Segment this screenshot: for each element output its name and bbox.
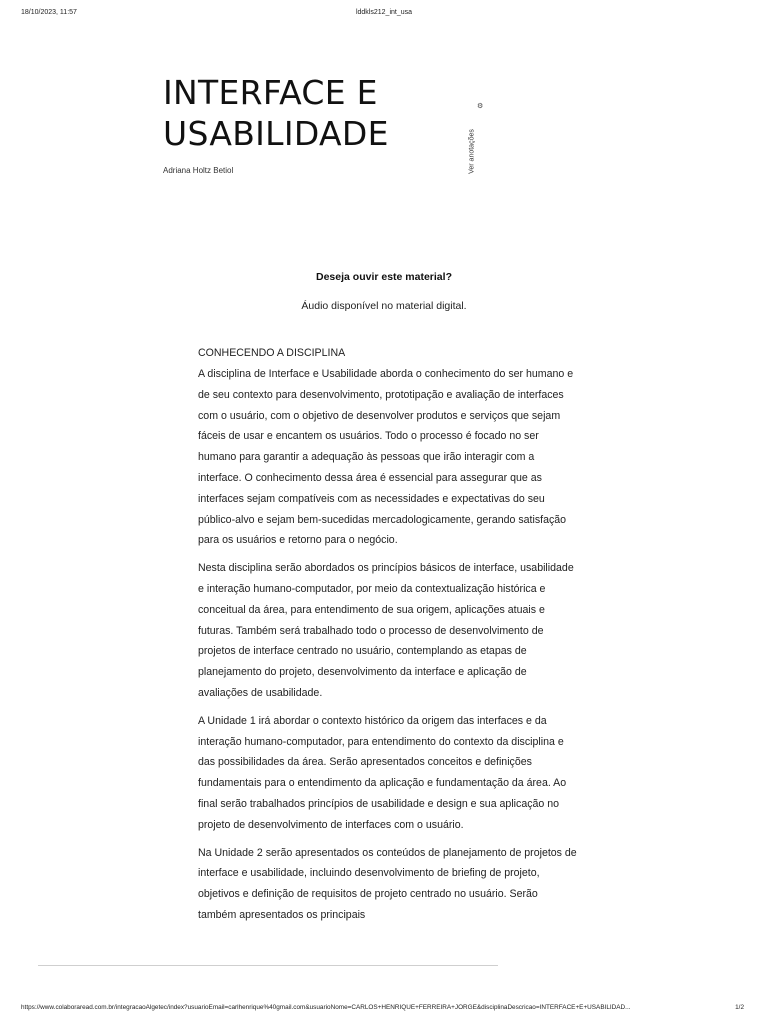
- view-annotations-button[interactable]: [466, 103, 496, 183]
- document-title-line-1: INTERFACE E: [163, 73, 378, 112]
- print-footer: [0, 1004, 768, 1016]
- paragraph: A Unidade 1 irá abordar o contexto histórico da origem das interfaces e da interação humano-computador, para entendimento do contexto da disciplina e das possibilidades da área. Serão apresentados conceitos e definições fundamentais para o entendimento da aplicação e fundamentação da área. Ao final serão trabalhados princípios de usabilidade e design e sua aplicação no projeto de desenvolvimento de interfaces com o usuário.: [198, 714, 567, 831]
- gear-icon: ⚙: [477, 103, 484, 110]
- audio-question: Deseja ouvir este material?: [316, 271, 452, 283]
- page-number: 1/2: [735, 1004, 744, 1011]
- print-header: [0, 9, 768, 21]
- document-title: [163, 72, 463, 154]
- print-document-title: lddkls212_int_usa: [355, 9, 413, 16]
- paragraph: Na Unidade 2 serão apresentados os conteúdos de planejamento de projetos de interface e usabilidade, incluindo desenvolvimento de briefing de projeto, objetivos e definição de requisitos de projeto centrado no usuário. Serão também apresentados os principais: [198, 846, 577, 921]
- print-datetime: 18/10/2023, 11:57: [21, 9, 77, 16]
- section-heading: CONHECENDO A DISCIPLINA: [198, 347, 346, 359]
- document-title-line-2: USABILIDADE: [163, 114, 389, 153]
- page-url-link[interactable]: https://www.colaboraread.com.br/integracaoAlgetec/index?usuarioEmail=carlhenrique%40gmail.com&usuarioNome=CARLOS+HENRIQUE+FERREIRA+JORGE&disciplinaDescricao=INTERFACE+E+USABILIDAD...: [21, 1004, 631, 1011]
- divider: [38, 965, 498, 966]
- view-annotations-label: Ver anotações: [468, 129, 476, 174]
- document-author: Adriana Holtz Betiol: [163, 166, 234, 175]
- paragraph: Nesta disciplina serão abordados os princípios básicos de interface, usabilidade e interação humano-computador, por meio da contextualização histórica e conceitual da área, para entendimento de sua origem, aplicações atuais e futuras. Também será trabalhado todo o processo de desenvolvimento de projetos de interface centrado no usuário, contemplando as etapas de planejamento do projeto, desenvolvimento da interface e aplicação de avaliações de usabilidade.: [198, 562, 574, 699]
- paragraph: A disciplina de Interface e Usabilidade aborda o conhecimento do ser humano e de seu contexto para desenvolvimento, prototipação e avaliação de interfaces com o usuário, com o objetivo de desenvolver produtos e serviços que sejam fáceis de usar e encantem os usuários. Todo o processo é focado no ser humano para garantir a adequação às pessoas que irão interagir com a interface. O conhecimento dessa área é essencial para assegurar que as interfaces sejam compatíveis com as necessidades e expectativas do seu público-alvo e sejam bem-sucedidas mercadologicamente, gerando satisfação para os usuários e retorno para o negócio.: [198, 368, 574, 547]
- audio-info: Áudio disponível no material digital.: [301, 300, 467, 312]
- course-content: [198, 344, 578, 933]
